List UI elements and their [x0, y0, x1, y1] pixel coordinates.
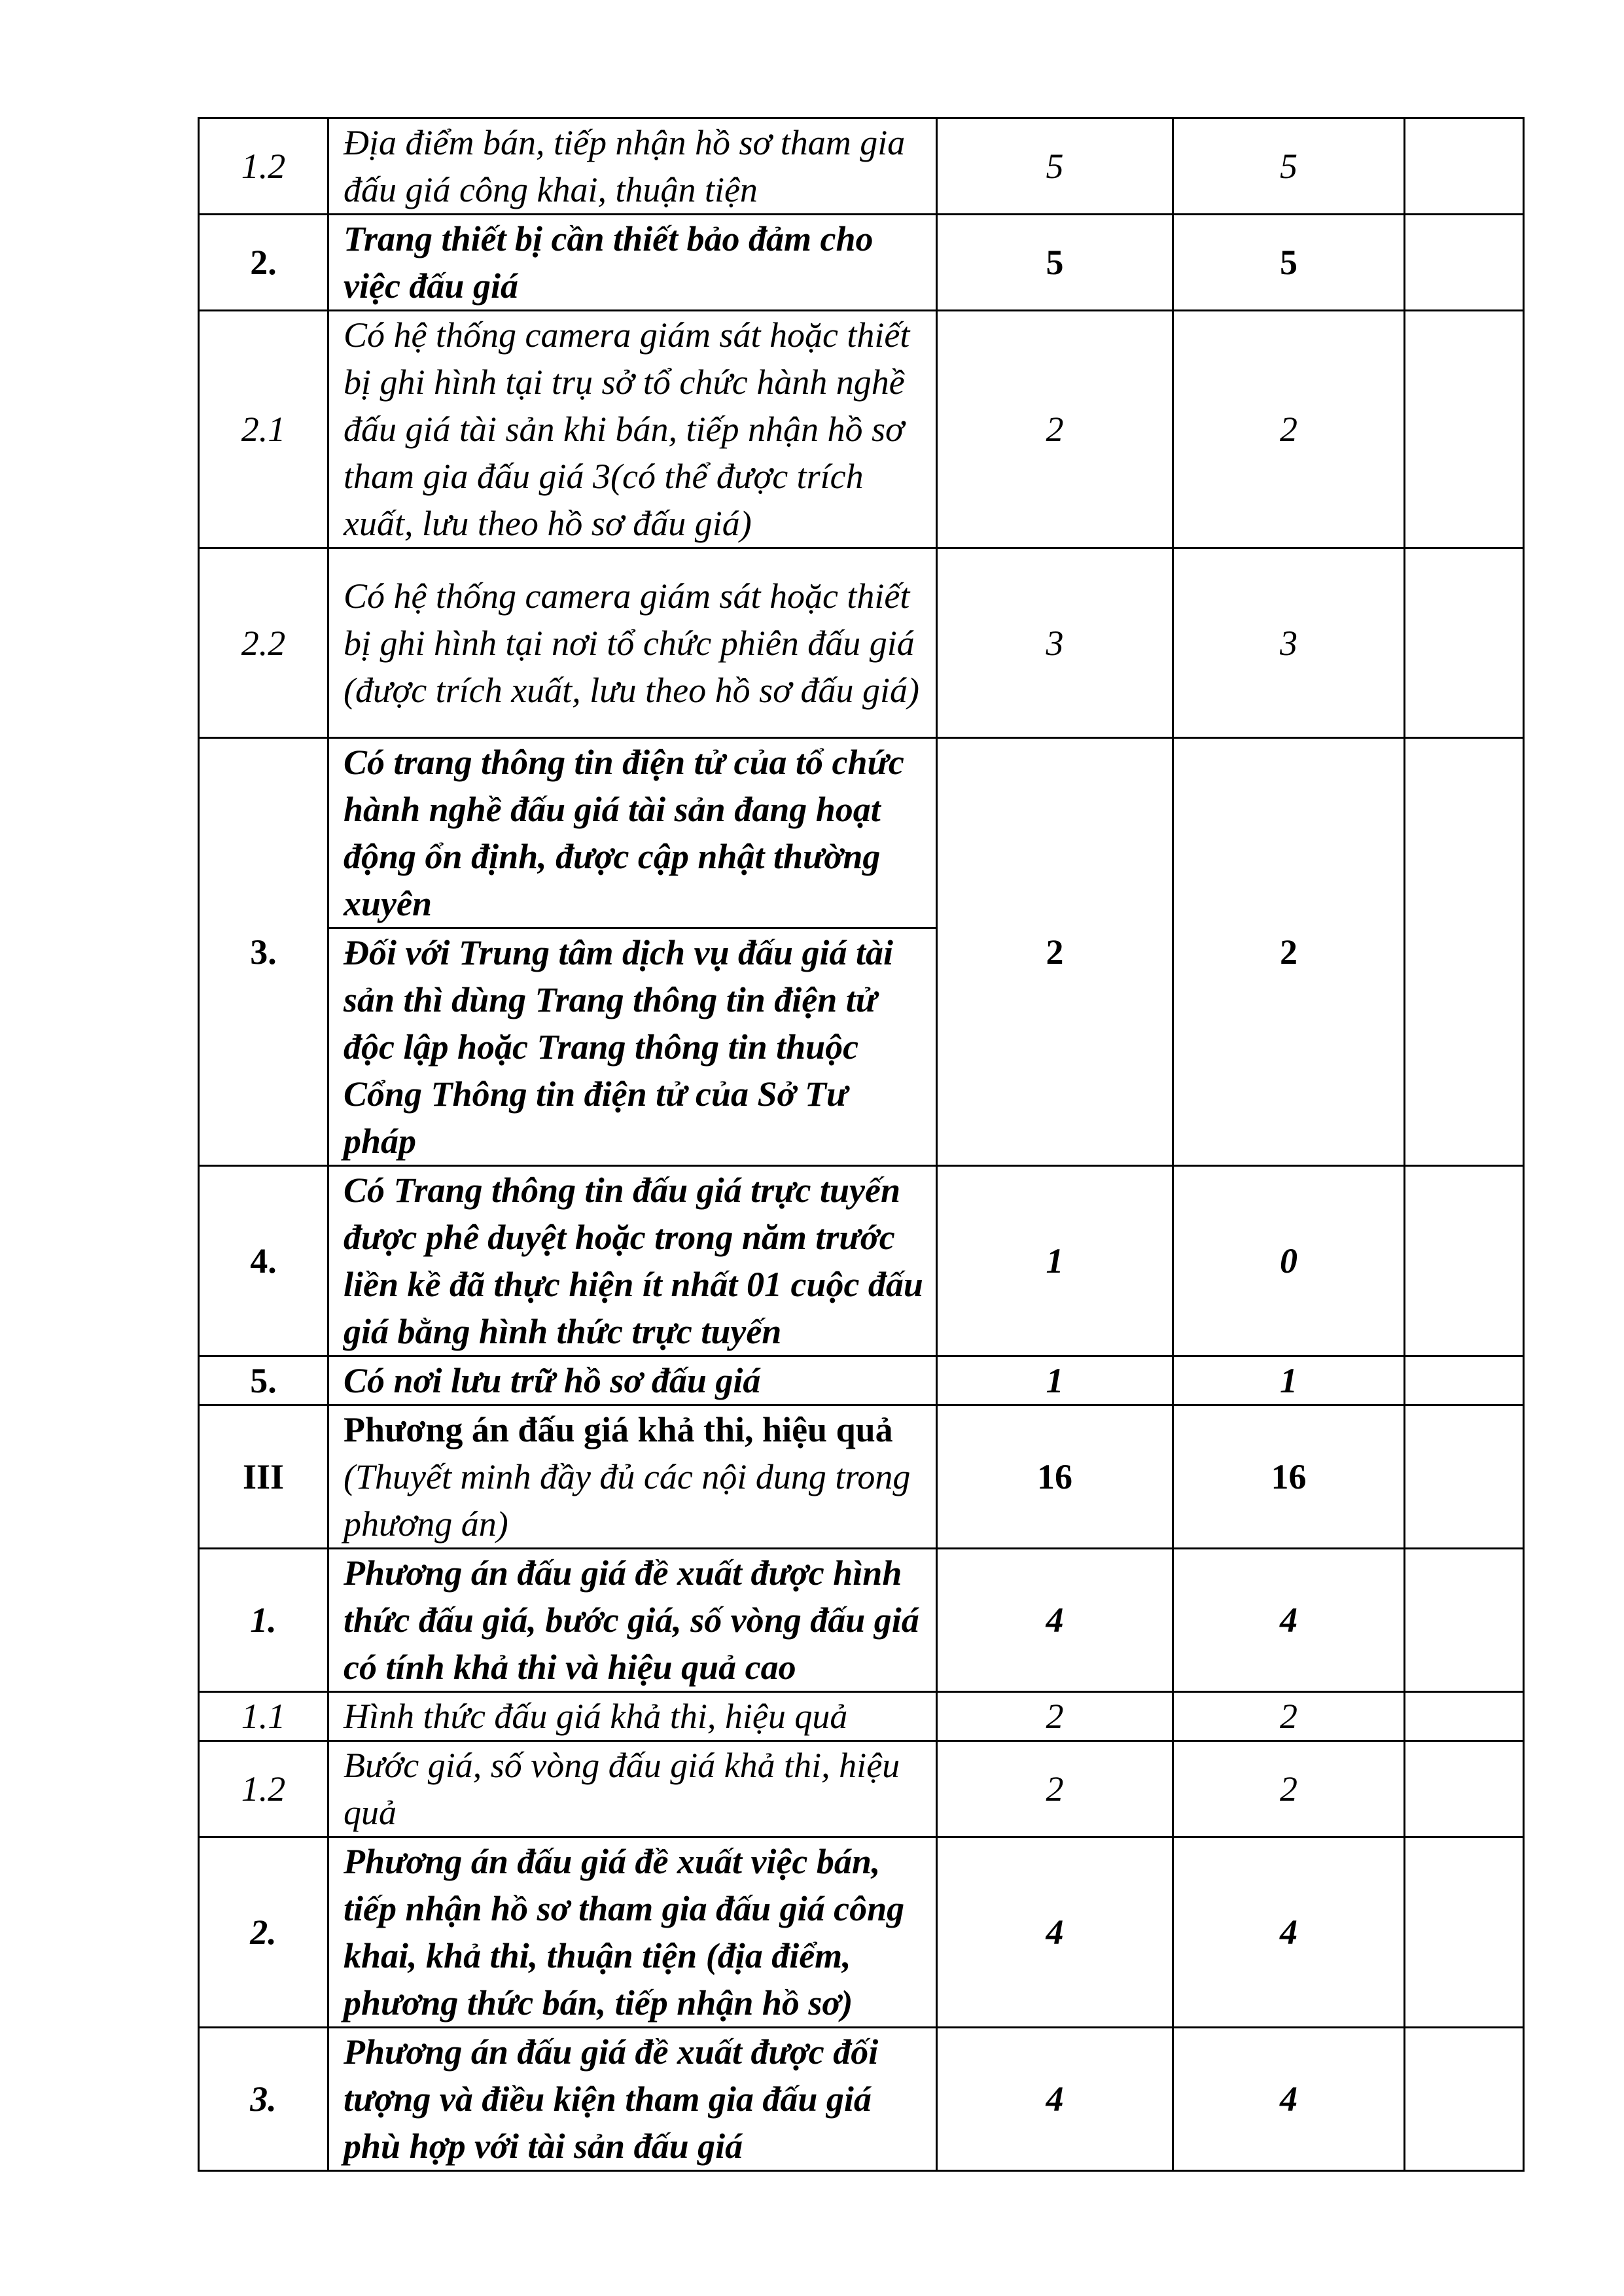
- item-number: 2.2: [199, 548, 328, 738]
- note-cell: [1405, 311, 1524, 548]
- item-number: 1.2: [199, 1741, 328, 1837]
- item-number: 2.: [199, 215, 328, 311]
- item-criterion: Phương án đấu giá đề xuất được hình thức đấu giá, bước giá, số vòng đấu giá có tính khả thi và hiệu quả cao: [328, 1549, 937, 1692]
- item-criterion: Phương án đấu giá đề xuất được đối tượng và điều kiện tham gia đấu giá phù hợp với tài sản đấu giá: [328, 2028, 937, 2171]
- note-cell: [1405, 1356, 1524, 1405]
- item-number: 4.: [199, 1166, 328, 1356]
- awarded-score: 2: [1173, 1741, 1405, 1837]
- table-row: [199, 738, 1524, 928]
- max-score: 2: [937, 1741, 1173, 1837]
- note-cell: [1405, 1166, 1524, 1356]
- table-row: [199, 1549, 1524, 1692]
- max-score: 16: [937, 1405, 1173, 1549]
- item-criterion: Địa điểm bán, tiếp nhận hồ sơ tham gia đấu giá công khai, thuận tiện: [328, 118, 937, 215]
- table-row: [199, 548, 1524, 738]
- item-criterion: Có trang thông tin điện tử của tổ chức hành nghề đấu giá tài sản đang hoạt động ổn định, được cập nhật thường xuyên: [328, 738, 937, 928]
- awarded-score: 3: [1173, 548, 1405, 738]
- max-score: 2: [937, 311, 1173, 548]
- awarded-score: 1: [1173, 1356, 1405, 1405]
- item-number: 1.: [199, 1549, 328, 1692]
- item-criterion-alt: Đối với Trung tâm dịch vụ đấu giá tài sản thì dùng Trang thông tin điện tử độc lập hoặc Trang thông tin thuộc Cổng Thông tin điện tử của Sở Tư pháp: [328, 928, 937, 1166]
- table-row: [199, 1692, 1524, 1741]
- note-cell: [1405, 738, 1524, 1166]
- awarded-score: 5: [1173, 118, 1405, 215]
- awarded-score: 0: [1173, 1166, 1405, 1356]
- awarded-score: 2: [1173, 311, 1405, 548]
- max-score: 2: [937, 738, 1173, 1166]
- awarded-score: 5: [1173, 215, 1405, 311]
- note-cell: [1405, 215, 1524, 311]
- item-criterion: Có hệ thống camera giám sát hoặc thiết bị ghi hình tại trụ sở tổ chức hành nghề đấu giá tài sản khi bán, tiếp nhận hồ sơ tham gia đấu giá 3(có thể được trích xuất, lưu theo hồ sơ đấu giá): [328, 311, 937, 548]
- item-criterion: Trang thiết bị cần thiết bảo đảm cho việc đấu giá: [328, 215, 937, 311]
- section-note: (Thuyết minh đầy đủ các nội dung trong phương án): [344, 1457, 911, 1544]
- max-score: 4: [937, 1837, 1173, 2028]
- note-cell: [1405, 1837, 1524, 2028]
- note-cell: [1405, 1549, 1524, 1692]
- scoring-table: [198, 117, 1525, 2172]
- table-row: [199, 1356, 1524, 1405]
- max-score: 1: [937, 1166, 1173, 1356]
- item-criterion: Bước giá, số vòng đấu giá khả thi, hiệu quả: [328, 1741, 937, 1837]
- max-score: 4: [937, 1549, 1173, 1692]
- note-cell: [1405, 118, 1524, 215]
- awarded-score: 4: [1173, 1837, 1405, 2028]
- item-number: 1.1: [199, 1692, 328, 1741]
- table-row: [199, 1837, 1524, 2028]
- item-criterion: Hình thức đấu giá khả thi, hiệu quả: [328, 1692, 937, 1741]
- note-cell: [1405, 2028, 1524, 2171]
- table-row: [199, 118, 1524, 215]
- item-criterion: Có hệ thống camera giám sát hoặc thiết bị ghi hình tại nơi tổ chức phiên đấu giá (được trích xuất, lưu theo hồ sơ đấu giá): [328, 548, 937, 738]
- item-number: 5.: [199, 1356, 328, 1405]
- item-number: 2.1: [199, 311, 328, 548]
- max-score: 2: [937, 1692, 1173, 1741]
- max-score: 4: [937, 2028, 1173, 2171]
- note-cell: [1405, 548, 1524, 738]
- item-number: 3.: [199, 738, 328, 1166]
- item-number: 3.: [199, 2028, 328, 2171]
- awarded-score: 2: [1173, 738, 1405, 1166]
- max-score: 1: [937, 1356, 1173, 1405]
- max-score: 5: [937, 215, 1173, 311]
- section-criterion: [328, 1405, 937, 1549]
- max-score: 3: [937, 548, 1173, 738]
- max-score: 5: [937, 118, 1173, 215]
- note-cell: [1405, 1692, 1524, 1741]
- section-number: III: [199, 1405, 328, 1549]
- item-criterion: Có Trang thông tin đấu giá trực tuyến được phê duyệt hoặc trong năm trước liền kề đã thực hiện ít nhất 01 cuộc đấu giá bằng hình thức trực tuyến: [328, 1166, 937, 1356]
- section-title: Phương án đấu giá khả thi, hiệu quả: [344, 1410, 893, 1449]
- awarded-score: 16: [1173, 1405, 1405, 1549]
- table-row: [199, 1166, 1524, 1356]
- item-criterion: Có nơi lưu trữ hồ sơ đấu giá: [328, 1356, 937, 1405]
- awarded-score: 4: [1173, 1549, 1405, 1692]
- table-row: [199, 311, 1524, 548]
- item-number: 1.2: [199, 118, 328, 215]
- note-cell: [1405, 1405, 1524, 1549]
- table-row: [199, 2028, 1524, 2171]
- awarded-score: 2: [1173, 1692, 1405, 1741]
- table-row: [199, 215, 1524, 311]
- awarded-score: 4: [1173, 2028, 1405, 2171]
- item-criterion: Phương án đấu giá đề xuất việc bán, tiếp nhận hồ sơ tham gia đấu giá công khai, khả thi, thuận tiện (địa điểm, phương thức bán, tiếp nhận hồ sơ): [328, 1837, 937, 2028]
- table-row: [199, 1405, 1524, 1549]
- item-number: 2.: [199, 1837, 328, 2028]
- note-cell: [1405, 1741, 1524, 1837]
- table-row: [199, 1741, 1524, 1837]
